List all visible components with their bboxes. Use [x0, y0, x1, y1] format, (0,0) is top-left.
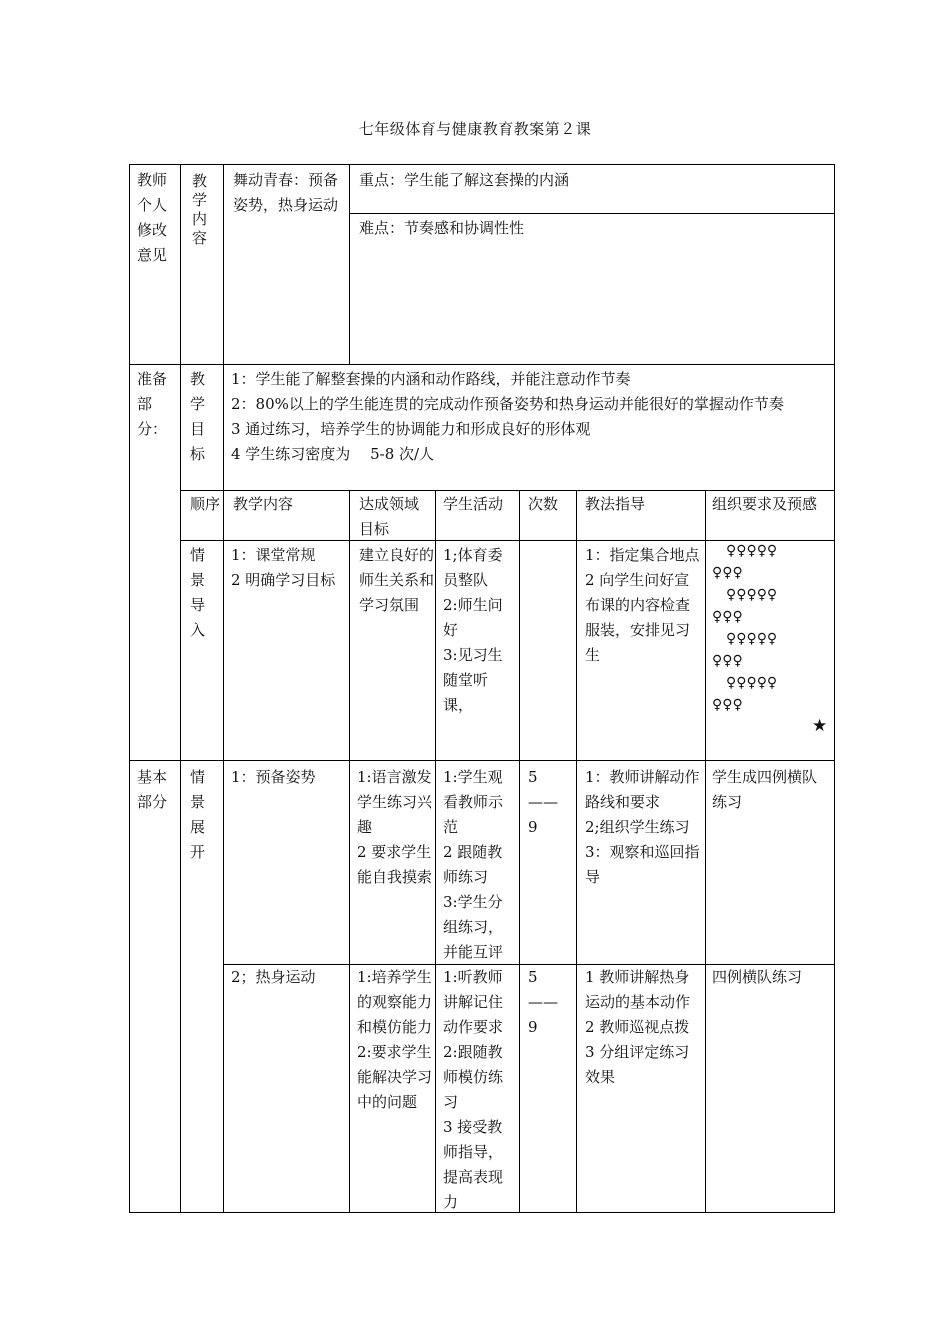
formation-row: ♀♀♀♀♀: [712, 543, 778, 559]
goal-item: 1：学生能了解整套操的内涵和动作路线，并能注意动作节奏: [231, 370, 631, 388]
basic-row1-content: 1：预备姿势: [231, 768, 316, 786]
content-text: 舞动青春：预备姿势，热身运动: [233, 171, 339, 214]
goals-list: [231, 367, 829, 467]
prep-part-label: 准备部分：: [137, 370, 168, 438]
basic-row1-target: [357, 765, 432, 890]
goal-label: 教学目标: [190, 370, 206, 463]
method-item: 1：教师讲解动作路线和要求: [585, 768, 700, 811]
basic-row2-content: 2；热身运动: [231, 968, 316, 986]
target-item: 1:语言激发学生练习兴趣: [357, 768, 433, 836]
basic-row2-activity: [443, 965, 515, 1215]
formation-row: ♀♀♀: [712, 565, 743, 581]
method-item: 2 教师巡视点拨: [585, 1018, 690, 1036]
teacher-star-icon: ★: [812, 716, 828, 736]
intro-activity-item: 2:师生问好: [443, 596, 503, 639]
activity-item: 3:学生分组练习，并能互评: [443, 893, 504, 961]
formation-row: ♀♀♀: [712, 697, 743, 713]
header-content: 教学内容: [233, 495, 294, 513]
target-item: 2:要求学生能解决学习中的问题: [357, 1043, 433, 1111]
header-times: 次数: [528, 495, 559, 513]
goal-item: 2：80%以上的学生能连贯的完成动作预备姿势和热身运动并能很好的掌握动作节奏: [231, 395, 784, 413]
method-item: 3 分组评定练习效果: [585, 1043, 690, 1086]
intro-target: 建立良好的师生关系和学习氛围: [359, 546, 435, 614]
target-item: 1:培养学生的观察能力和模仿能力: [357, 968, 433, 1036]
intro-method-item: 2 向学生问好宣布课的内容检查服装，安排见习生: [585, 571, 691, 664]
intro-activity-item: 3:见习生随堂听课，: [443, 646, 503, 714]
basic-part-label: 基本部分: [137, 768, 168, 811]
intro-activity-item: 1;体育委员整队: [443, 546, 503, 589]
content-label: 教学内容: [192, 172, 208, 247]
key-point: 重点：学生能了解这套操的内涵: [359, 171, 570, 189]
basic-row1-times: 5 —— 9: [528, 768, 558, 836]
intro-content-item: 2 明确学习目标: [231, 571, 336, 589]
method-item: 3：观察和巡回指导: [585, 843, 700, 886]
target-item: 2 要求学生能自我摸索: [357, 843, 433, 886]
basic-row2-times: 5 —— 9: [528, 968, 558, 1036]
header-target: 达成领域目标: [359, 495, 420, 538]
header-method: 教法指导: [585, 495, 646, 513]
basic-row2-org: 四例横队练习: [712, 968, 803, 986]
formation-row: ♀♀♀♀♀: [712, 587, 778, 603]
basic-row1-method: [585, 765, 700, 890]
formation-row: ♀♀♀: [712, 653, 743, 669]
formation-diagram: [712, 540, 832, 716]
method-item: 1 教师讲解热身运动的基本动作: [585, 968, 691, 1011]
activity-item: 2:跟随教师模仿练习: [443, 1043, 504, 1111]
teacher-notes-label: 教师个人修改意见: [137, 171, 168, 264]
basic-row1-org: 学生成四例横队练习: [712, 768, 818, 811]
method-item: 2;组织学生练习: [585, 818, 690, 836]
intro-content-item: 1：课堂常规: [231, 546, 316, 564]
intro-method: [585, 543, 700, 668]
header-activity: 学生活动: [443, 495, 504, 513]
basic-order: 情景展开: [190, 768, 206, 861]
formation-row: ♀♀♀: [712, 609, 743, 625]
activity-item: 1:学生观看教师示范: [443, 768, 504, 836]
basic-row2-method: [585, 965, 700, 1090]
difficulty: 难点：节奏感和协调性性: [359, 219, 525, 237]
intro-content: [231, 543, 345, 593]
header-org: 组织要求及预感: [712, 495, 818, 513]
intro-activity: [443, 543, 515, 718]
formation-row: ♀♀♀♀♀: [712, 631, 778, 647]
page-title: 七年级体育与健康教育教案第２课: [358, 120, 592, 138]
goal-item: 3 通过练习，培养学生的协调能力和形成良好的形体观: [231, 420, 591, 438]
basic-row1-activity: [443, 765, 515, 965]
activity-item: 1:听教师讲解记住动作要求: [443, 968, 504, 1036]
basic-row2-target: [357, 965, 432, 1115]
intro-order: 情景导入: [190, 546, 206, 639]
activity-item: 3 接受教师指导，提高表现力: [443, 1118, 504, 1211]
header-order: 顺序: [190, 495, 221, 513]
intro-method-item: 1：指定集合地点: [585, 546, 700, 564]
activity-item: 2 跟随教师练习: [443, 843, 503, 886]
goal-item: 4 学生练习密度为 5-8 次/人: [231, 445, 435, 463]
formation-row: ♀♀♀♀♀: [712, 675, 778, 691]
